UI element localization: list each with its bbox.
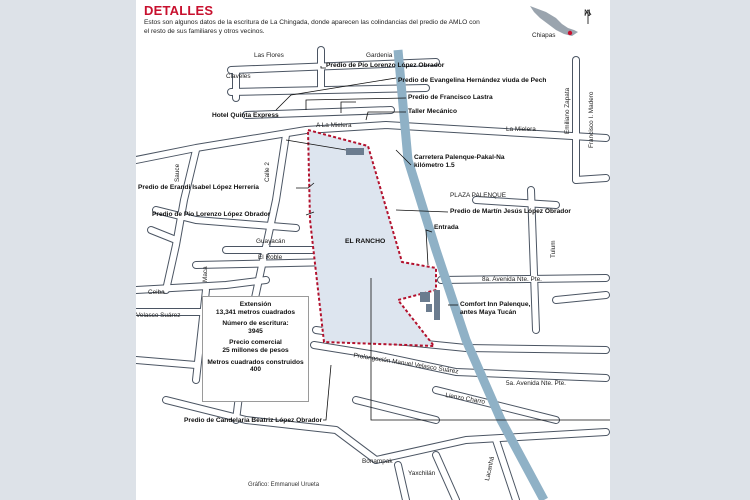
street-tulum: Tulum xyxy=(550,240,557,258)
page-subtitle: Estos son algunos datos de la escritura de La Chingada, donde aparecen las colindancias del predio de AMLO con el resto de sus familiares y otros vecinos. xyxy=(144,19,480,35)
page-title: DETALLES xyxy=(144,3,214,18)
map-card xyxy=(136,0,610,500)
info-m2-title: Metros cuadrados construidos xyxy=(207,358,304,366)
hotel-building-small xyxy=(426,304,432,312)
label-hotel-quinta-express: Hotel Quinta Express xyxy=(212,112,279,119)
background-left xyxy=(0,0,136,500)
label-carretera: Carretera Palenque-Pakal-Na xyxy=(414,154,505,161)
label-taller-mecanico: Taller Mecánico xyxy=(408,108,457,115)
street-bonampak: Bonampak xyxy=(362,458,393,465)
street-a-la-mielera: A La Mielera xyxy=(316,122,352,129)
street-yaxchilan: Yaxchilán xyxy=(408,470,436,477)
label-predio-pio-2: Predio de Pío Lorenzo López Obrador xyxy=(152,211,271,218)
label-predio-candelaria: Predio de Candelaria Beatriz López Obrador xyxy=(184,417,323,424)
info-box xyxy=(202,296,309,402)
street-gardenia: Gardenia xyxy=(366,52,393,59)
label-comfort-inn: Comfort Inn Palenque, xyxy=(460,301,531,308)
street-sauce: Sauce xyxy=(174,163,181,182)
label-predio-evangelina: Predio de Evangelina Hernández viuda de Pech xyxy=(398,77,547,84)
street-5a-avenida: 5a. Avenida Nte. Pte. xyxy=(506,380,566,387)
chiapas-label: Chiapas xyxy=(532,32,556,39)
info-escritura-title: Número de escritura: xyxy=(222,320,289,328)
label-entrada: Entrada xyxy=(434,224,459,231)
label-comfort-inn-antes: antes Maya Tucán xyxy=(460,309,517,316)
label-predio-martin: Predio de Martín Jesús López Obrador xyxy=(450,208,571,215)
info-extension-title: Extensión xyxy=(239,301,272,308)
street-plaza-palenque: PLAZA PALENQUE xyxy=(450,192,506,199)
street-velasco-suarez: Velasco Suárez xyxy=(136,312,181,319)
info-extension-value: 13,341 metros cuadrados xyxy=(215,308,296,316)
info-escritura-value: 3945 xyxy=(248,327,263,335)
label-el-rancho: EL RANCHO xyxy=(345,238,386,245)
street-claveles: Claveles xyxy=(226,73,251,80)
street-8a-avenida: 8a. Avenida Nte. Pte. xyxy=(482,276,542,283)
house-building xyxy=(346,148,364,155)
street-lacanha: Lacanhá xyxy=(484,456,496,482)
street-calle-2: Calle 2 xyxy=(264,162,271,182)
street-ceiba: Ceiba xyxy=(148,289,165,296)
north-label: N xyxy=(584,8,591,18)
graphic-credit: Gráfico: Emmanuel Urueta xyxy=(248,482,320,488)
label-predio-erandi: Predio de Erandi Isabel López Herrería xyxy=(138,184,259,191)
street-lienzo-charro: Lienzo Charro xyxy=(444,392,486,406)
street-las-flores: Las Flores xyxy=(254,52,284,59)
street-emiliano-zapata: Emiliano Zapata xyxy=(564,87,571,134)
street-maca: Maca xyxy=(202,266,209,282)
label-predio-francisco: Predio de Francisco Lastra xyxy=(408,94,493,101)
info-m2-value: 400 xyxy=(249,366,261,374)
hotel-building xyxy=(420,292,430,302)
background-right xyxy=(610,0,750,500)
label-carretera-km: kilómetro 1.5 xyxy=(414,162,455,169)
street-francisco-madero: Francisco I. Madero xyxy=(588,91,595,148)
label-predio-pio-1: Predio de Pío Lorenzo López Obrador xyxy=(326,62,445,69)
street-la-mielera: La Mielera xyxy=(506,126,536,133)
street-prolongacion-velasco: Prolongación Manuel Velasco Suárez xyxy=(352,352,459,376)
street-el-roble: El Roble xyxy=(258,254,283,261)
info-precio-value: 25 millones de pesos xyxy=(222,346,289,354)
street-guayacan: Guayacán xyxy=(256,238,286,245)
info-precio-title: Precio comercial xyxy=(229,339,282,347)
map-canvas xyxy=(136,0,610,500)
hotel-building-tower xyxy=(434,290,440,320)
